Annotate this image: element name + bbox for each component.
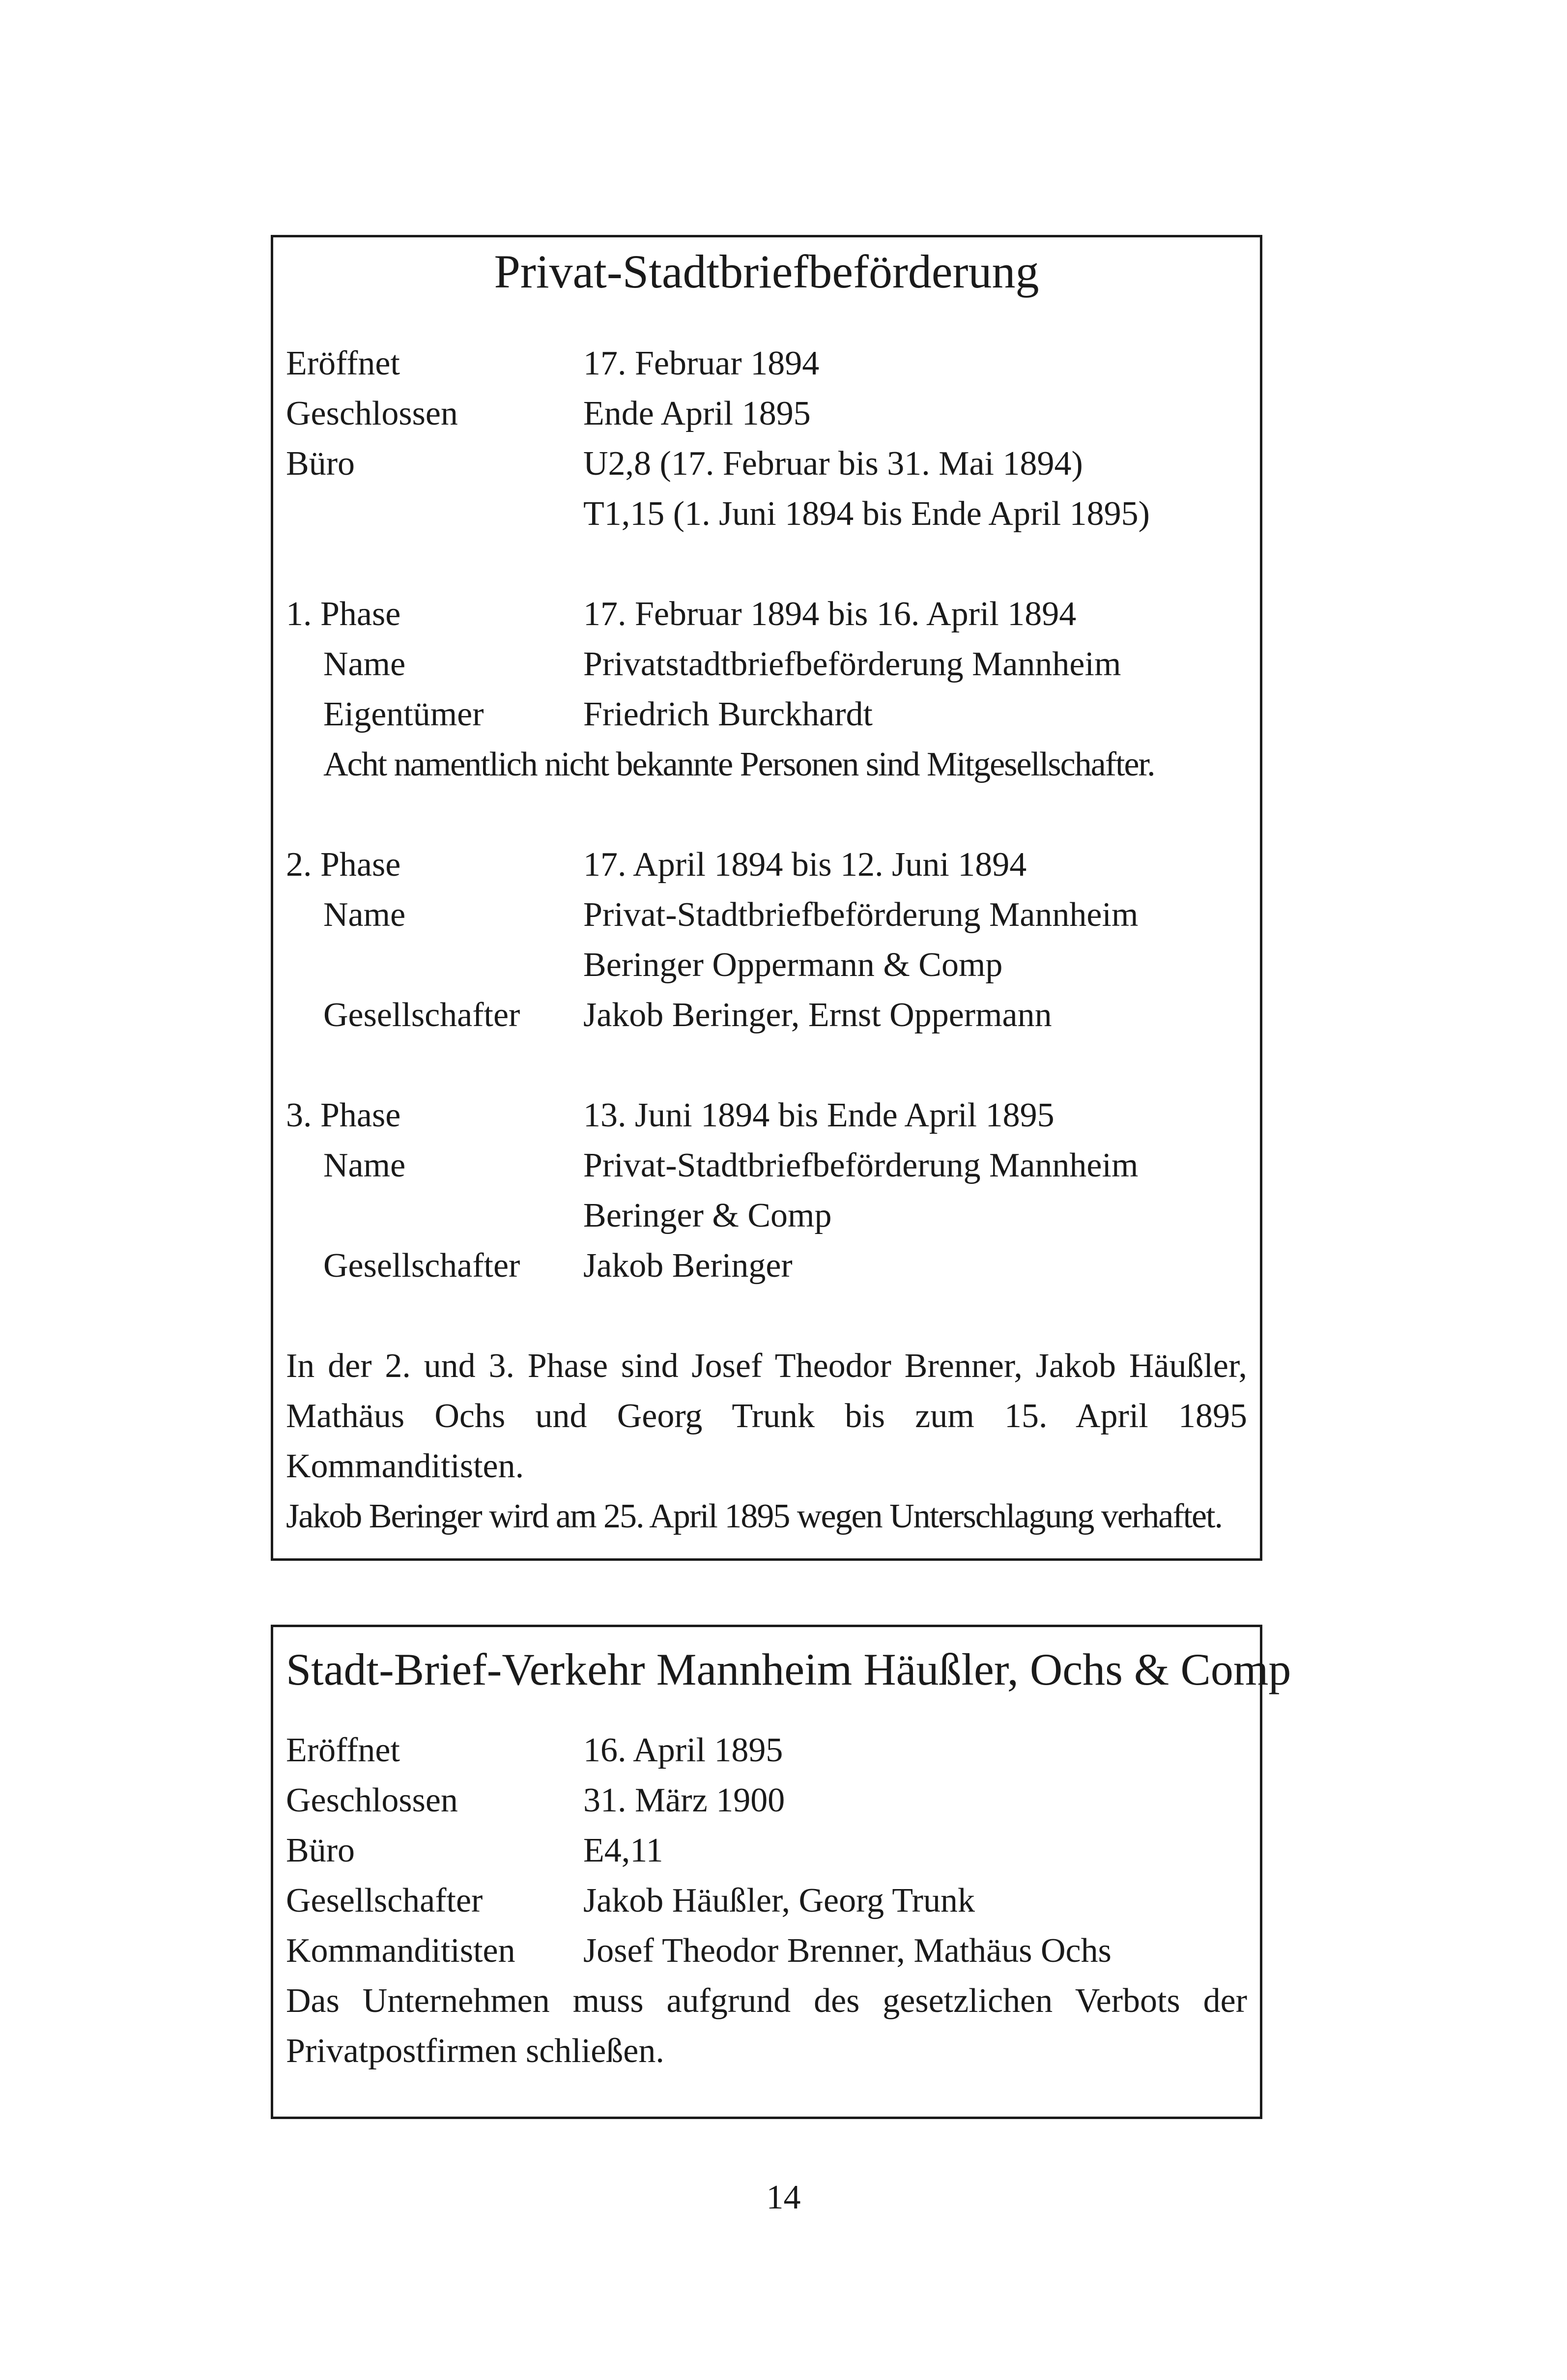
row-label: Geschlossen [286,1781,458,1819]
info-row [286,389,1247,439]
row-value: Jakob Beringer [583,1247,793,1285]
row-label: 2. Phase [286,846,401,884]
spacer [286,1291,1247,1341]
row-value: E4,11 [583,1832,663,1869]
phase-row [286,1090,1247,1141]
row-label: Kommanditisten [286,1932,515,1970]
phase-row [286,1191,1247,1241]
info-row [286,1826,1247,1876]
row-label: Büro [286,445,355,483]
info-row [286,489,1247,539]
row-label: Gesellschafter [286,1882,483,1920]
phase-3 [286,1090,1247,1291]
row-label: Büro [286,1832,355,1869]
row-value: 31. März 1900 [583,1781,785,1819]
phase-2 [286,840,1247,1040]
info-row [286,439,1247,489]
row-label: 3. Phase [286,1096,401,1134]
row-label: Geschlossen [286,395,458,432]
row-value: 13. Juni 1894 bis Ende April 1895 [583,1096,1054,1134]
row-value: 17. Februar 1894 bis 16. April 1894 [583,595,1077,633]
row-value: Josef Theodor Brenner, Mathäus Ochs [583,1932,1111,1970]
row-label: Eigentümer [323,695,484,733]
row-value: Beringer & Comp [583,1197,832,1234]
phase-row [286,840,1247,890]
phase-row [286,940,1247,990]
phase-row [286,1141,1247,1191]
row-label: Name [323,645,406,683]
phase-row [286,589,1247,639]
box-privat-stadtbriefbefoerderung [271,235,1262,1561]
info-row [286,1876,1247,1926]
phase-row [286,990,1247,1040]
phase-row [286,639,1247,689]
row-value: Friedrich Burckhardt [583,695,873,733]
box-body [286,1725,1247,2076]
box-title: Privat-Stadtbriefbeförderung [494,245,1039,298]
info-row [286,1725,1247,1776]
phase-row [286,689,1247,740]
spacer [286,539,1247,589]
row-value: Jakob Beringer, Ernst Oppermann [583,996,1052,1034]
arrest-paragraph: Jakob Beringer wird am 25. April 1895 wegen Unterschlagung verhaftet. [286,1497,1223,1535]
phase-row [286,1241,1247,1291]
row-label: Name [323,1147,406,1184]
row-value: 17. April 1894 bis 12. Juni 1894 [583,846,1027,884]
row-value: Jakob Häußler, Georg Trunk [583,1882,975,1920]
box-title: Stadt-Brief-Verkehr Mannheim Häußler, Ochs & Comp [286,1644,1291,1694]
row-label: Eröffnet [286,344,400,382]
general-info [286,339,1247,539]
row-value: Privatstadtbriefbeförderung Mannheim [583,645,1121,683]
info-row [286,1926,1247,1976]
page-number: 14 [766,2179,801,2216]
spacer [286,1040,1247,1090]
spacer [286,790,1247,840]
row-label: Eröffnet [286,1731,400,1769]
kommanditisten-paragraph: In der 2. und 3. Phase sind Josef Theodor Brenner, Jakob Häußler, Mathäus Ochs und Georg Trunk bis zum 15. April 1895 Kommanditisten. [286,1347,1247,1485]
box-stadt-brief-verkehr [271,1625,1291,2119]
phase-1 [286,589,1247,790]
row-value: 17. Februar 1894 [583,344,820,382]
row-label: Gesellschafter [323,996,520,1034]
row-label: Name [323,896,406,934]
closure-paragraph: Das Unternehmen muss aufgrund des gesetzlichen Verbots der Privatpostfirmen schließen. [286,1982,1247,2070]
row-value: Privat-Stadtbriefbeförderung Mannheim [583,896,1139,934]
row-label: Gesellschafter [323,1247,520,1285]
info-row [286,339,1247,389]
row-value: Ende April 1895 [583,395,811,432]
row-value: U2,8 (17. Februar bis 31. Mai 1894) [583,445,1083,483]
row-value: Privat-Stadtbriefbeförderung Mannheim [583,1147,1139,1184]
row-value: T1,15 (1. Juni 1894 bis Ende April 1895) [583,495,1150,533]
row-value: 16. April 1895 [583,1731,783,1769]
row-value: Beringer Oppermann & Comp [583,946,1003,984]
row-label: 1. Phase [286,595,401,633]
phase-note: Acht namentlich nicht bekannte Personen sind Mitgesellschafter. [323,746,1155,783]
info-row [286,1776,1247,1826]
box-body [286,339,1247,1542]
phase-row [286,890,1247,940]
